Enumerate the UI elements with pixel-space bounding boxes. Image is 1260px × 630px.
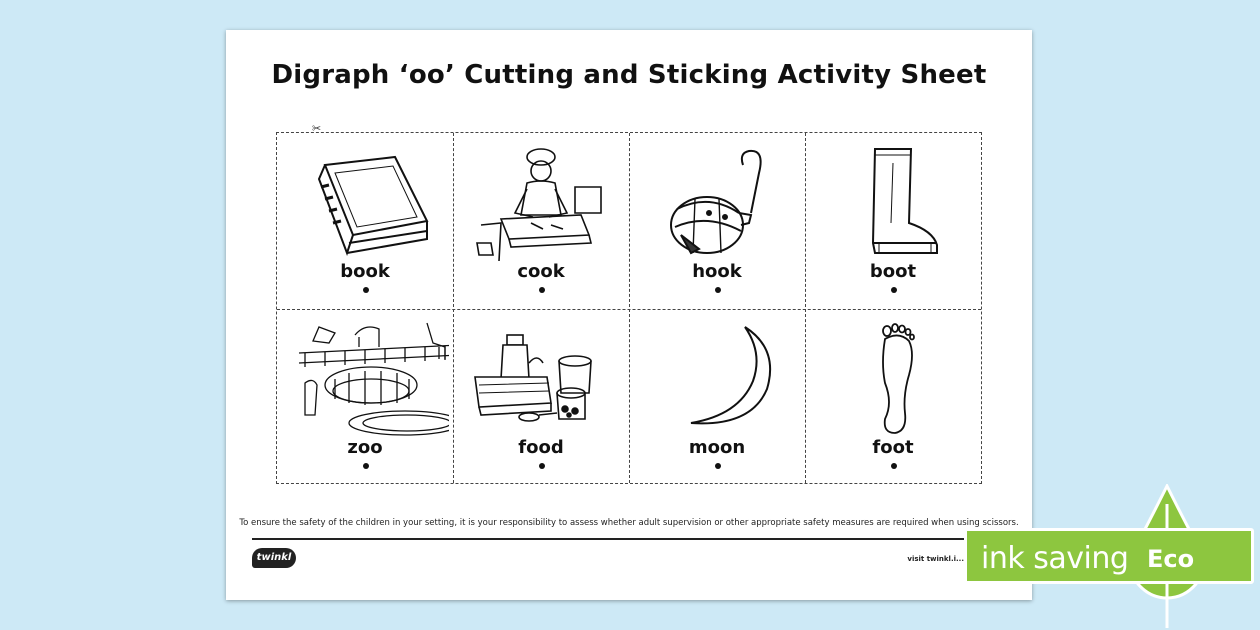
zoo-icon — [281, 319, 449, 437]
glue-dot — [363, 287, 369, 293]
foot-icon — [823, 319, 963, 437]
card-cook — [453, 133, 629, 309]
activity-sheet — [226, 30, 1032, 600]
card-foot — [805, 309, 981, 485]
card-book — [277, 133, 453, 309]
card-boot — [805, 133, 981, 309]
card-zoo — [277, 309, 453, 485]
visit-link[interactable]: visit twinkl.i... — [907, 555, 964, 563]
eco-text: ink saving — [981, 541, 1129, 576]
card-word: food — [518, 437, 564, 458]
glue-dot — [363, 463, 369, 469]
card-hook — [629, 133, 805, 309]
boot-icon — [823, 143, 963, 261]
card-word: cook — [517, 261, 565, 282]
glue-dot — [539, 463, 545, 469]
card-word: zoo — [347, 437, 383, 458]
book-icon — [295, 143, 435, 261]
card-grid — [276, 132, 982, 484]
card-food — [453, 309, 629, 485]
twinkl-logo: twinkl — [252, 548, 296, 568]
eco-banner — [964, 528, 1254, 584]
cook-icon — [471, 143, 611, 261]
hook-icon — [647, 143, 787, 261]
glue-dot — [891, 463, 897, 469]
scissors-icon: ✂ — [312, 122, 322, 135]
card-word: moon — [688, 437, 746, 458]
eco-label: Eco — [1147, 545, 1195, 573]
card-word: foot — [872, 437, 914, 458]
glue-dot — [539, 287, 545, 293]
page-title: Digraph ‘oo’ Cutting and Sticking Activity Sheet — [271, 60, 987, 90]
card-word: boot — [869, 261, 917, 282]
card-word: book — [340, 261, 390, 282]
glue-dot — [891, 287, 897, 293]
glue-dot — [715, 287, 721, 293]
card-word: hook — [692, 261, 742, 282]
glue-dot — [715, 463, 721, 469]
safety-note: To ensure the safety of the children in your setting, it is your responsibility to assess whether adult supervision or other appropriate safety measures are required when using scissors. — [239, 518, 1019, 528]
moon-icon — [647, 319, 787, 437]
card-moon — [629, 309, 805, 485]
eco-badge — [964, 484, 1260, 630]
footer-divider — [252, 538, 1006, 540]
food-icon — [471, 319, 611, 437]
